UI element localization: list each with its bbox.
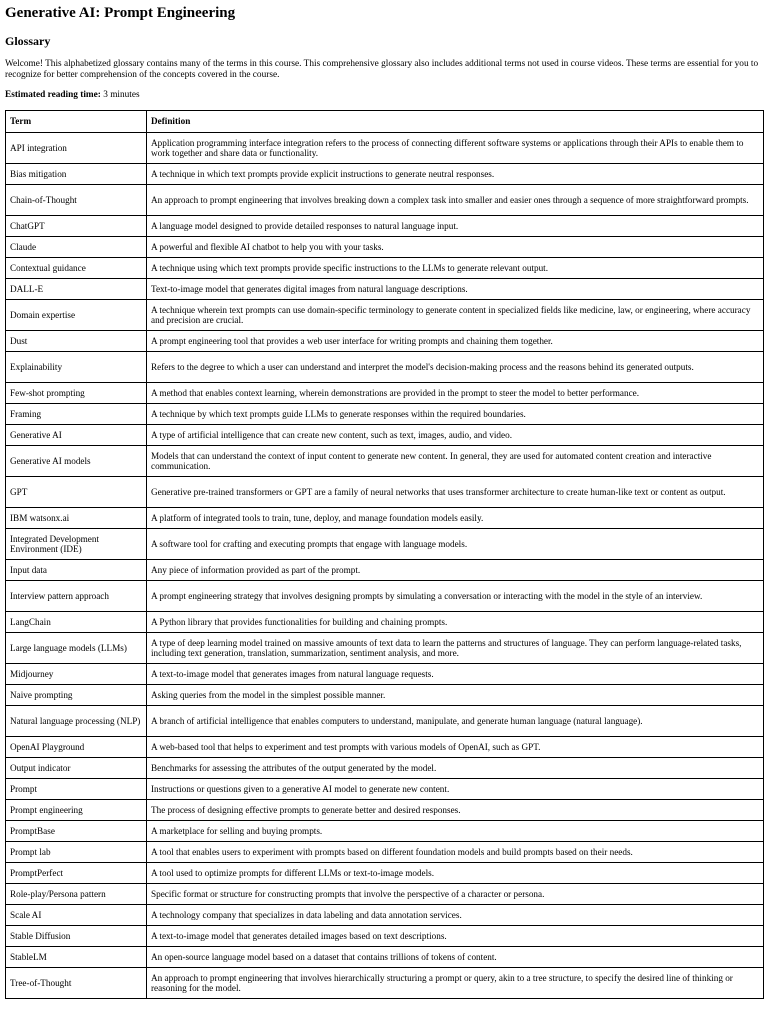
term-cell: Dust — [6, 331, 147, 352]
definition-cell: A powerful and flexible AI chatbot to help you with your tasks. — [147, 237, 764, 258]
term-cell: IBM watsonx.ai — [6, 508, 147, 529]
definition-cell: Application programming interface integration refers to the process of connecting different software systems or applications through their APIs to enable them to work together and share data or functionality. — [147, 133, 764, 164]
term-cell: Prompt lab — [6, 842, 147, 863]
table-row — [6, 560, 764, 581]
term-cell: Few-shot prompting — [6, 383, 147, 404]
definition-cell: A text-to-image model that generates detailed images based on text descriptions. — [147, 926, 764, 947]
definition-cell: Asking queries from the model in the simplest possible manner. — [147, 685, 764, 706]
table-row — [6, 968, 764, 999]
definition-cell: A type of deep learning model trained on massive amounts of text data to learn the patterns and structures of language. They can perform language-related tasks, including text generation, translation, summarization, sentiment analysis, and more. — [147, 633, 764, 664]
table-row — [6, 529, 764, 560]
term-cell: Chain-of-Thought — [6, 185, 147, 216]
table-row — [6, 926, 764, 947]
definition-cell: Any piece of information provided as part of the prompt. — [147, 560, 764, 581]
definition-cell: A technique in which text prompts provide explicit instructions to generate neutral responses. — [147, 164, 764, 185]
table-row — [6, 905, 764, 926]
term-cell: ChatGPT — [6, 216, 147, 237]
term-cell: PromptBase — [6, 821, 147, 842]
definition-cell: A software tool for crafting and executing prompts that engage with language models. — [147, 529, 764, 560]
term-cell: DALL-E — [6, 279, 147, 300]
definition-cell: The process of designing effective prompts to generate better and desired responses. — [147, 800, 764, 821]
section-heading-glossary: Glossary — [5, 34, 51, 48]
definition-cell: A tool that enables users to experiment with prompts based on different foundation models and build prompts based on their needs. — [147, 842, 764, 863]
term-cell: Prompt — [6, 779, 147, 800]
term-cell: Scale AI — [6, 905, 147, 926]
table-row — [6, 185, 764, 216]
term-cell: LangChain — [6, 612, 147, 633]
term-cell: Generative AI models — [6, 446, 147, 477]
definition-cell: A text-to-image model that generates images from natural language requests. — [147, 664, 764, 685]
definition-cell: A language model designed to provide detailed responses to natural language input. — [147, 216, 764, 237]
term-cell: API integration — [6, 133, 147, 164]
column-header-definition: Definition — [147, 111, 764, 133]
table-row — [6, 425, 764, 446]
definition-cell: A technique by which text prompts guide LLMs to generate responses within the required boundaries. — [147, 404, 764, 425]
term-cell: OpenAI Playground — [6, 737, 147, 758]
glossary-table-body — [6, 133, 764, 999]
definition-cell: An approach to prompt engineering that involves hierarchically structuring a prompt or query, akin to a tree structure, to specify the desired line of thinking or reasoning for the model. — [147, 968, 764, 999]
table-row — [6, 216, 764, 237]
definition-cell: An open-source language model based on a dataset that contains trillions of tokens of content. — [147, 947, 764, 968]
definition-cell: A prompt engineering strategy that involves designing prompts by simulating a conversation or interacting with the model in the style of an interview. — [147, 581, 764, 612]
reading-time — [5, 90, 763, 101]
table-row — [6, 706, 764, 737]
term-cell: Tree-of-Thought — [6, 968, 147, 999]
definition-cell: An approach to prompt engineering that involves breaking down a complex task into smaller and easier ones through a sequence of more straightforward prompts. — [147, 185, 764, 216]
table-row — [6, 821, 764, 842]
term-cell: Claude — [6, 237, 147, 258]
table-row — [6, 737, 764, 758]
table-row — [6, 685, 764, 706]
table-row — [6, 863, 764, 884]
definition-cell: A technique wherein text prompts can use domain-specific terminology to generate content in specialized fields like medicine, law, or engineering, where accuracy and precision are crucial. — [147, 300, 764, 331]
definition-cell: A web-based tool that helps to experiment and test prompts with various models of OpenAI, such as GPT. — [147, 737, 764, 758]
table-row — [6, 279, 764, 300]
table-row — [6, 404, 764, 425]
table-row — [6, 237, 764, 258]
definition-cell: Benchmarks for assessing the attributes of the output generated by the model. — [147, 758, 764, 779]
table-row — [6, 383, 764, 404]
term-cell: GPT — [6, 477, 147, 508]
term-cell: Framing — [6, 404, 147, 425]
table-row — [6, 758, 764, 779]
term-cell: Explainability — [6, 352, 147, 383]
table-row — [6, 331, 764, 352]
table-row — [6, 352, 764, 383]
term-cell: Natural language processing (NLP) — [6, 706, 147, 737]
term-cell: StableLM — [6, 947, 147, 968]
definition-cell: A branch of artificial intelligence that enables computers to understand, manipulate, and generate human language (natural language). — [147, 706, 764, 737]
table-row — [6, 258, 764, 279]
term-cell: Integrated Development Environment (IDE) — [6, 529, 147, 560]
definition-cell: Refers to the degree to which a user can understand and interpret the model's decision-making process and the reasons behind its generated outputs. — [147, 352, 764, 383]
term-cell: Interview pattern approach — [6, 581, 147, 612]
reading-time-value: 3 minutes — [103, 90, 140, 100]
term-cell: Domain expertise — [6, 300, 147, 331]
table-row — [6, 581, 764, 612]
table-header-row — [6, 111, 764, 133]
term-cell: Role-play/Persona pattern — [6, 884, 147, 905]
table-row — [6, 164, 764, 185]
definition-cell: A technology company that specializes in data labeling and data annotation services. — [147, 905, 764, 926]
definition-cell: Specific format or structure for constructing prompts that involve the perspective of a character or persona. — [147, 884, 764, 905]
table-row — [6, 508, 764, 529]
term-cell: PromptPerfect — [6, 863, 147, 884]
term-cell: Generative AI — [6, 425, 147, 446]
definition-cell: A Python library that provides functionalities for building and chaining prompts. — [147, 612, 764, 633]
table-row — [6, 612, 764, 633]
definition-cell: A technique using which text prompts provide specific instructions to the LLMs to generate relevant output. — [147, 258, 764, 279]
reading-time-label: Estimated reading time: — [5, 90, 101, 100]
term-cell: Prompt engineering — [6, 800, 147, 821]
table-row — [6, 779, 764, 800]
glossary-table — [5, 110, 764, 999]
table-row — [6, 884, 764, 905]
intro-paragraph: Welcome! This alphabetized glossary contains many of the terms in this course. This comprehensive glossary also includes additional terms not used in course videos. These terms are essential for you to recognize for better comprehension of the concepts covered in the course. — [5, 59, 759, 80]
column-header-term: Term — [6, 111, 147, 133]
definition-cell: A tool used to optimize prompts for different LLMs or text-to-image models. — [147, 863, 764, 884]
table-row — [6, 477, 764, 508]
term-cell: Naive prompting — [6, 685, 147, 706]
term-cell: Large language models (LLMs) — [6, 633, 147, 664]
definition-cell: Models that can understand the context of input content to generate new content. In general, they are used for automated content creation and interactive communication. — [147, 446, 764, 477]
term-cell: Contextual guidance — [6, 258, 147, 279]
table-row — [6, 664, 764, 685]
term-cell: Midjourney — [6, 664, 147, 685]
table-row — [6, 446, 764, 477]
definition-cell: Generative pre-trained transformers or GPT are a family of neural networks that uses transformer architecture to create human-like text or content as output. — [147, 477, 764, 508]
definition-cell: A marketplace for selling and buying prompts. — [147, 821, 764, 842]
term-cell: Output indicator — [6, 758, 147, 779]
definition-cell: A type of artificial intelligence that can create new content, such as text, images, audio, and video. — [147, 425, 764, 446]
definition-cell: A platform of integrated tools to train, tune, deploy, and manage foundation models easily. — [147, 508, 764, 529]
page-title: Generative AI: Prompt Engineering — [5, 5, 236, 21]
term-cell: Stable Diffusion — [6, 926, 147, 947]
table-row — [6, 800, 764, 821]
table-row — [6, 842, 764, 863]
definition-cell: Text-to-image model that generates digital images from natural language descriptions. — [147, 279, 764, 300]
definition-cell: Instructions or questions given to a generative AI model to generate new content. — [147, 779, 764, 800]
term-cell: Input data — [6, 560, 147, 581]
table-row — [6, 633, 764, 664]
definition-cell: A method that enables context learning, wherein demonstrations are provided in the prompt to steer the model to better performance. — [147, 383, 764, 404]
definition-cell: A prompt engineering tool that provides a web user interface for writing prompts and chaining them together. — [147, 331, 764, 352]
term-cell: Bias mitigation — [6, 164, 147, 185]
table-row — [6, 133, 764, 164]
table-row — [6, 947, 764, 968]
table-row — [6, 300, 764, 331]
